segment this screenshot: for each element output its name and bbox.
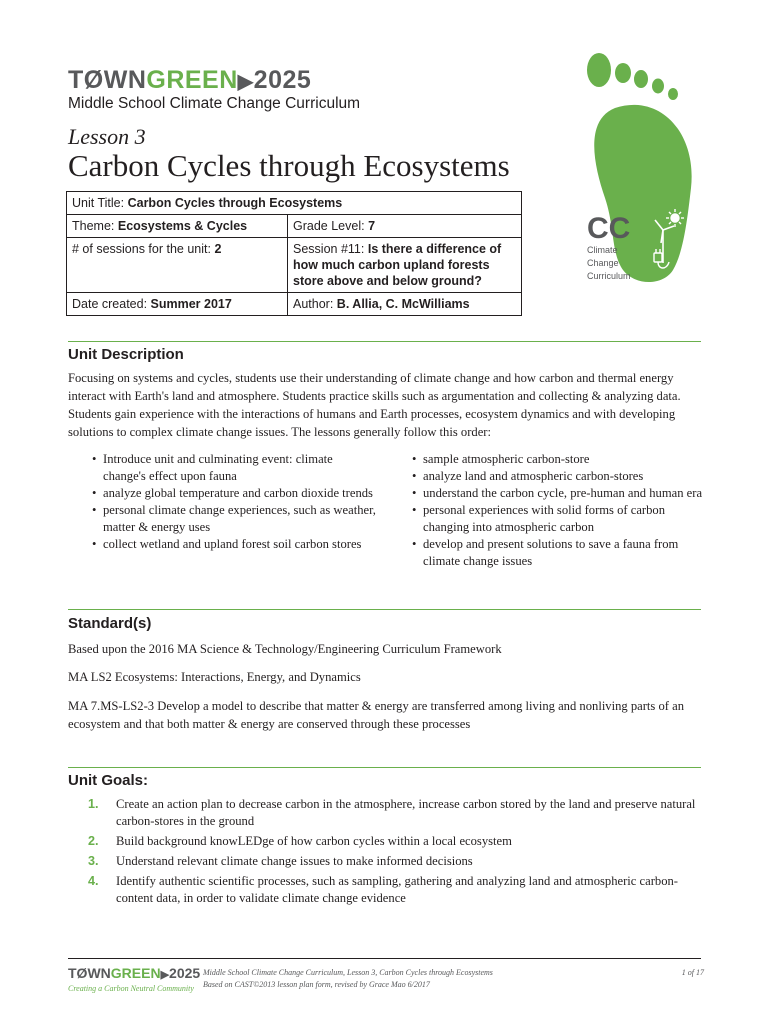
goal-item	[88, 873, 708, 907]
goal-text: Build background knowLEDge of how carbon cycles within a local ecosystem	[116, 834, 512, 848]
goal-text: Understand relevant climate change issues to make informed decisions	[116, 854, 473, 868]
section-divider	[68, 341, 701, 342]
unit-description-heading: Unit Description	[68, 346, 184, 363]
list-item: • develop and present solutions to save a fauna from climate change issues	[412, 536, 707, 570]
lesson-number: Lesson 3	[68, 124, 146, 149]
footer-citation-line-1: Middle School Climate Change Curriculum, Lesson 3, Carbon Cycles through Ecosystems	[203, 968, 493, 977]
footprint-logo-icon	[575, 48, 715, 288]
list-item: • collect wetland and upland forest soil carbon stores	[92, 536, 377, 553]
curriculum-subtitle: Middle School Climate Change Curriculum	[68, 95, 361, 112]
list-item: • Introduce unit and culminating event: climate change's effect upon fauna	[92, 451, 377, 485]
cc-line3: Curriculum	[587, 271, 631, 281]
footer-divider	[68, 958, 701, 959]
session-cell: Session #11: Is there a difference of how much carbon upland forests store above and below ground?	[288, 238, 522, 293]
list-item: • personal climate change experiences, such as weather, matter & energy uses	[92, 502, 377, 536]
goal-text: Identify authentic scientific processes, such as sampling, gathering and analyzing land and atmospheric carbon-content data, in order to validate climate change evidence	[116, 874, 678, 905]
theme-cell: Theme: Ecosystems & Cycles	[67, 215, 288, 238]
list-item: • analyze land and atmospheric carbon-stores	[412, 468, 707, 485]
footer-tagline: Creating a Carbon Neutral Community	[68, 984, 194, 993]
play-arrow-icon: ▶	[160, 969, 170, 981]
goal-text: Create an action plan to decrease carbon in the atmosphere, increase carbon stored by the land and preserve natural carbon-stores in the ground	[116, 797, 696, 828]
standards-heading: Standard(s)	[68, 615, 152, 632]
grade-cell: Grade Level: 7	[288, 215, 522, 238]
cc-mark: CC	[587, 212, 631, 245]
sessions-cell: # of sessions for the unit: 2	[67, 238, 288, 293]
goal-number: 2.	[88, 834, 99, 848]
list-item: • sample atmospheric carbon-store	[412, 451, 707, 468]
list-item: • analyze global temperature and carbon dioxide trends	[92, 485, 377, 502]
play-arrow-icon: ▶	[237, 71, 254, 93]
goal-item	[88, 853, 708, 870]
cc-line2: Change	[587, 258, 619, 268]
standards-line-3: MA 7.MS-LS2-3 Develop a model to describe that matter & energy are transferred among living and nonliving parts of an ecosystem and that both matter & energy are conserved through these processes	[68, 699, 685, 731]
unit-info-table	[66, 191, 522, 316]
goal-number: 4.	[88, 874, 99, 888]
unit-title-cell: Unit Title: Carbon Cycles through Ecosystems	[67, 192, 522, 215]
footer-citation-line-2: Based on CAST©2013 lesson plan form, revised by Grace Mao 6/2017	[203, 980, 430, 989]
standards-line-2: MA LS2 Ecosystems: Interactions, Energy, and Dynamics	[68, 670, 361, 684]
unit-order-list-left	[92, 451, 377, 553]
goal-number: 1.	[88, 797, 99, 811]
goal-item	[88, 796, 708, 830]
goal-item	[88, 833, 708, 850]
towngreen-logo: TØWNGREEN▶2025	[68, 66, 312, 94]
list-item: • personal experiences with solid forms of carbon changing into atmospheric carbon	[412, 502, 707, 536]
unit-description-text: Focusing on systems and cycles, students use their understanding of climate change and how carbon and thermal energy interact with Earth's land and atmosphere. Students practice skills such as argumentation and collecting & analyzing data. Students gain experience with the interactions of humans and Earth processes, ecosystem dynamics and with developing solutions to complex climate change issues. The lessons generally follow this order:	[68, 371, 681, 439]
cc-line1: Climate	[587, 245, 618, 255]
unit-order-list-right	[412, 451, 707, 570]
page-title: Carbon Cycles through Ecosystems	[68, 148, 510, 183]
list-item: • understand the carbon cycle, pre-human and human era	[412, 485, 707, 502]
goal-number: 3.	[88, 854, 99, 868]
unit-goals-list	[88, 796, 708, 910]
page-number: 1 of 17	[681, 968, 704, 977]
author-cell: Author: B. Allia, C. McWilliams	[288, 293, 522, 316]
standards-line-1: Based upon the 2016 MA Science & Technology/Engineering Curriculum Framework	[68, 642, 502, 656]
section-divider	[68, 609, 701, 610]
date-cell: Date created: Summer 2017	[67, 293, 288, 316]
unit-goals-heading: Unit Goals:	[68, 772, 149, 789]
section-divider	[68, 767, 701, 768]
footer-towngreen-logo: TØWNGREEN▶2025	[68, 965, 201, 981]
